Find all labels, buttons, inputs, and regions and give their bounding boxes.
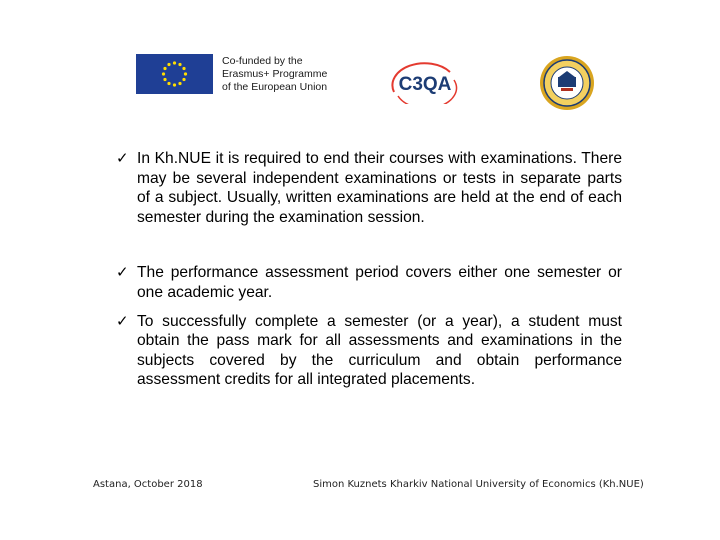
eu-logo-line-1: Co-funded by the xyxy=(222,54,303,67)
footer-university: Simon Kuznets Kharkiv National University of Economics (Kh.NUE) xyxy=(313,479,644,490)
eu-erasmus-logo xyxy=(136,54,327,94)
list-item xyxy=(116,149,622,227)
bullet-text: To successfully complete a semester (or a year), a student must obtain the pass mark for all assessments and examinations in the subjects covered by the curriculum and obtain performance assessment credits for all integrated placements. xyxy=(137,312,622,389)
university-seal-icon xyxy=(539,55,595,111)
eu-logo-line-3: of the European Union xyxy=(222,80,328,93)
eu-flag-icon xyxy=(136,54,213,94)
checkmark-icon: ✓ xyxy=(116,149,129,167)
list-item xyxy=(116,263,622,302)
eu-logo-line-2: Erasmus+ Programme xyxy=(222,67,328,80)
list-item xyxy=(116,312,622,390)
bullet-list xyxy=(116,149,622,390)
bullet-text: In Kh.NUE it is required to end their courses with examinations. There may be several independent examinations or tests in separate parts of a subject. Usually, written examinations are held at the end of each semester during the examination session. xyxy=(137,150,622,226)
bullet-text: The performance assessment period covers either one semester or one academic year. xyxy=(137,264,622,301)
c3qa-logo xyxy=(388,62,462,104)
footer-location-date: Astana, October 2018 xyxy=(93,479,203,490)
checkmark-icon: ✓ xyxy=(116,263,129,282)
checkmark-icon: ✓ xyxy=(116,311,129,330)
c3qa-logo-text: C3QA xyxy=(398,74,452,95)
